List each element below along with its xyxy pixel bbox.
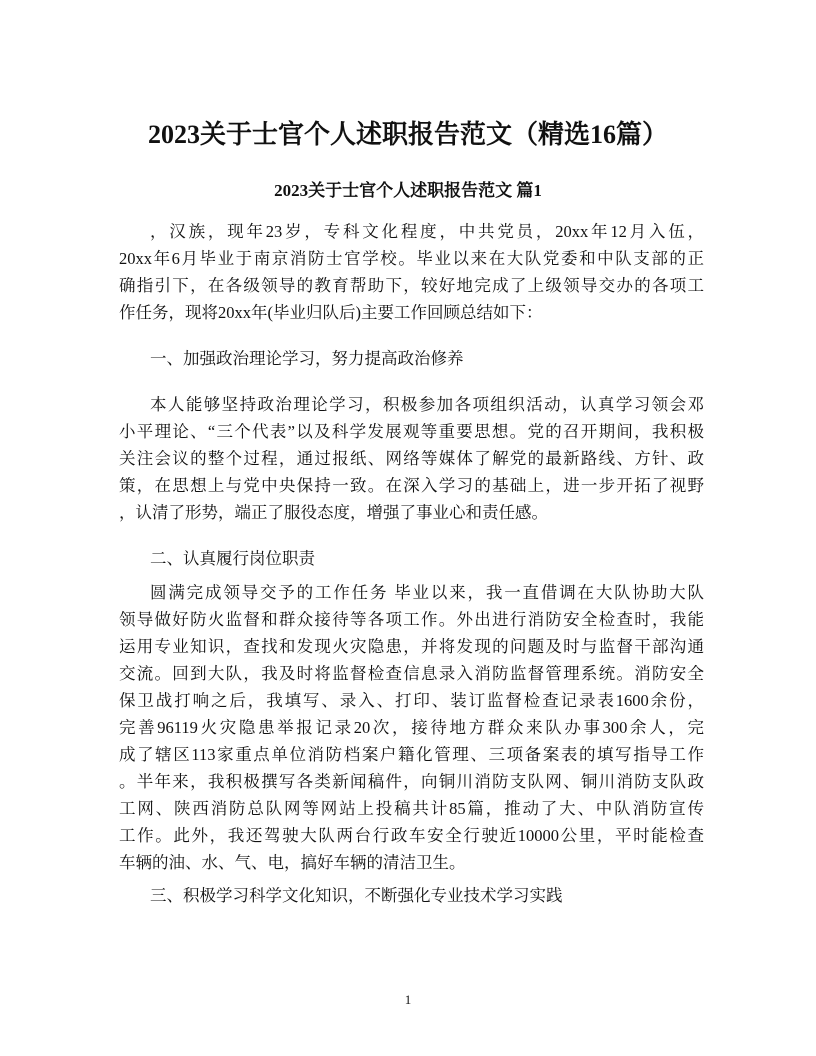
paragraph-line: 成了辖区113家重点单位消防档案户籍化管理、三项备案表的填写指导工作 <box>119 745 704 764</box>
section-heading: 二、认真履行岗位职责 <box>150 549 315 568</box>
paragraph-line: 车辆的油、水、气、电，搞好车辆的清洁卫生。 <box>119 853 466 872</box>
section-heading: 三、积极学习科学文化知识，不断强化专业技术学习实践 <box>150 886 563 905</box>
paragraph-line: 。半年来，我积极撰写各类新闻稿件，向铜川消防支队网、铜川消防支队政 <box>119 772 704 791</box>
paragraph-line: 关注会议的整个过程，通过报纸、网络等媒体了解党的最新路线、方针、政 <box>119 449 704 468</box>
paragraph-line: 作任务，现将20xx年(毕业归队后)主要工作回顾总结如下： <box>119 303 543 322</box>
paragraph-line: 完善96119火灾隐患举报记录20次，接待地方群众来队办事300余人，完 <box>119 718 704 737</box>
paragraph-line: 20xx年6月毕业于南京消防士官学校。毕业以来在大队党委和中队支部的正 <box>119 249 704 268</box>
paragraph-line: 工作。此外，我还驾驶大队两台行政车安全行驶近10000公里，平时能检查 <box>119 826 704 845</box>
document-title: 2023关于士官个人述职报告范文（精选16篇） <box>147 120 668 149</box>
section-heading: 一、加强政治理论学习，努力提高政治修养 <box>150 349 464 368</box>
paragraph-line: ，汉族，现年23岁，专科文化程度，中共党员，20xx年12月入伍， <box>150 222 704 241</box>
paragraph-line: 工网、陕西消防总队网等网站上投稿共计85篇，推动了大、中队消防宣传 <box>119 799 704 818</box>
section-title: 2023关于士官个人述职报告范文 篇1 <box>274 181 542 200</box>
paragraph-line: 保卫战打响之后，我填写、录入、打印、装订监督检查记录表1600余份， <box>119 691 704 710</box>
paragraph-line: 运用专业知识，查找和发现火灾隐患，并将发现的问题及时与监督干部沟通 <box>119 637 704 656</box>
paragraph-line: 领导做好防火监督和群众接待等各项工作。外出进行消防安全检查时，我能 <box>119 610 704 629</box>
paragraph-line: ，认清了形势，端正了服役态度，增强了事业心和责任感。 <box>119 503 548 522</box>
paragraph-line: 确指引下，在各级领导的教育帮助下，较好地完成了上级领导交办的各项工 <box>119 276 704 295</box>
page-number: 1 <box>404 992 412 1007</box>
paragraph-line: 小平理论、“三个代表”以及科学发展观等重要思想。党的召开期间，我积极 <box>119 422 704 441</box>
paragraph-line: 圆满完成领导交予的工作任务 毕业以来，我一直借调在大队协助大队 <box>150 583 704 602</box>
paragraph-line: 策，在思想上与党中央保持一致。在深入学习的基础上，进一步开拓了视野 <box>119 476 704 495</box>
paragraph-line: 交流。回到大队，我及时将监督检查信息录入消防监督管理系统。消防安全 <box>119 664 704 683</box>
paragraph-line: 本人能够坚持政治理论学习，积极参加各项组织活动，认真学习领会邓 <box>150 395 704 414</box>
